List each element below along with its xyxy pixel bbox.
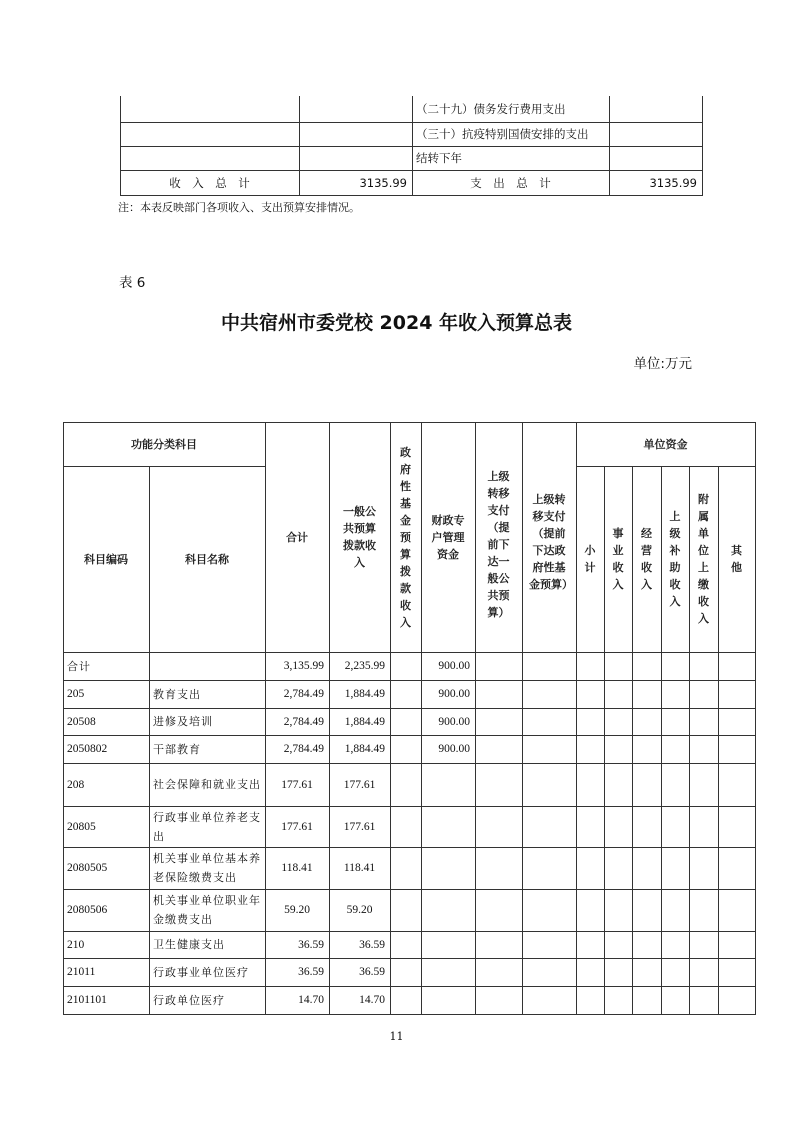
name-cell: 干部教育 [153, 742, 201, 756]
expense-item-cell: （二十九）债务发行费用支出 [416, 102, 566, 116]
page-title: 中共宿州市委党校 2024 年收入预算总表 [220, 312, 573, 334]
total-cell: 59.20 [284, 904, 310, 916]
income-total-value: 3135.99 [359, 175, 407, 190]
fiscal-account-cell: 900.00 [438, 715, 470, 728]
code-cell: 2080506 [67, 904, 108, 916]
name-cell: 进修及培训 [153, 715, 213, 728]
table-border [755, 422, 756, 1015]
expense-value-cell [609, 122, 702, 146]
fiscal-account-cell: 900.00 [438, 660, 470, 672]
income-item-cell [120, 122, 299, 146]
total-cell: 177.61 [281, 778, 313, 791]
code-cell: 20508 [67, 715, 96, 728]
header-business-income: 事业收入 [612, 527, 624, 591]
unit-label: 单位:万元 [633, 356, 692, 372]
fiscal-account-cell: 900.00 [438, 743, 470, 755]
name-cell: 机关事业单位职业年金缴费支出 [153, 894, 261, 926]
expense-total-label: 支 出 总 计 [470, 175, 551, 190]
code-cell: 20805 [67, 820, 96, 833]
name-cell: 行政事业单位医疗 [153, 965, 249, 979]
income-total-label: 收 入 总 计 [169, 175, 250, 190]
header-transfer-general: 上级转移支付（提前下达一般公共预算） [487, 469, 510, 619]
name-cell: 卫生健康支出 [153, 938, 225, 951]
gov-fund-cell [390, 889, 421, 931]
name-cell: 行政单位医疗 [153, 993, 225, 1007]
general-budget-cell: 36.59 [359, 938, 385, 951]
name-cell: 社会保障和就业支出 [153, 778, 261, 791]
header-code: 科目编码 [84, 552, 128, 566]
name-cell: 教育支出 [153, 687, 201, 701]
gov-fund-cell [390, 847, 421, 889]
header-general-budget: 一般公共预算拨款收入 [343, 505, 376, 569]
total-cell: 2,784.49 [283, 743, 324, 755]
header-transfer-fund: 上级转移支付（提前下达政府性基金预算） [529, 493, 573, 591]
header-total: 合计 [286, 530, 308, 544]
expense-item-cell: （三十）抗疫特别国债安排的支出 [416, 127, 589, 141]
fiscal-account-cell [421, 806, 475, 847]
code-cell: 210 [67, 938, 85, 951]
income-value-cell [299, 96, 412, 122]
table-border [63, 1014, 756, 1015]
fiscal-account-cell [421, 889, 475, 931]
header-fiscal-account: 财政专户管理资金 [431, 513, 465, 561]
general-budget-cell: 36.59 [359, 966, 385, 978]
gov-fund-cell [390, 652, 421, 680]
code-cell: 合计 [67, 659, 91, 673]
header-other: 其他 [731, 544, 742, 574]
code-cell: 2080505 [67, 862, 108, 874]
expense-value-cell [609, 146, 702, 170]
total-cell: 118.41 [281, 862, 313, 874]
code-cell: 2050802 [67, 743, 108, 755]
header-gov-fund: 政府性基金预算拨款收入 [400, 445, 411, 629]
gov-fund-cell [390, 931, 421, 958]
gov-fund-cell [390, 763, 421, 806]
general-budget-cell: 1,884.49 [344, 688, 385, 700]
general-budget-cell: 177.61 [343, 820, 376, 833]
income-value-cell [299, 122, 412, 146]
gov-fund-cell [390, 986, 421, 1014]
income-item-cell [120, 146, 299, 170]
code-cell: 205 [67, 688, 85, 700]
code-cell: 21011 [67, 966, 96, 978]
header-subtotal: 小计 [584, 544, 596, 574]
header-unit-funds: 单位资金 [643, 437, 688, 451]
income-item-cell [120, 96, 299, 122]
total-cell: 3,135.99 [283, 660, 324, 672]
gov-fund-cell [390, 735, 421, 763]
general-budget-cell: 1,884.49 [344, 715, 385, 728]
header-name: 科目名称 [185, 552, 229, 566]
gov-fund-cell [390, 708, 421, 735]
name-cell: 机关事业单位基本养老保险缴费支出 [153, 852, 261, 884]
total-cell: 177.61 [281, 820, 313, 833]
general-budget-cell: 14.70 [359, 994, 385, 1006]
general-budget-cell: 118.41 [343, 862, 376, 874]
total-cell: 14.70 [298, 994, 324, 1006]
expense-total-value: 3135.99 [649, 175, 697, 190]
page-number: 11 [389, 1030, 404, 1043]
fiscal-account-cell [421, 986, 475, 1014]
table-note: 注：本表反映部门各项收入、支出预算安排情况。 [118, 201, 360, 214]
fiscal-account-cell [421, 847, 475, 889]
name-cell: 行政事业单位养老支出 [153, 810, 261, 843]
fiscal-account-cell [421, 931, 475, 958]
code-cell: 2101101 [67, 994, 107, 1006]
name-cell [149, 652, 265, 680]
header-affiliated-income: 附属单位上缴收入 [698, 493, 709, 625]
total-cell: 2,784.49 [283, 715, 324, 728]
general-budget-cell: 177.61 [343, 778, 376, 791]
table-border [120, 195, 703, 196]
gov-fund-cell [390, 680, 421, 708]
code-cell: 208 [67, 778, 85, 791]
gov-fund-cell [390, 958, 421, 986]
expense-item-cell: 结转下年 [416, 151, 462, 165]
general-budget-cell: 2,235.99 [344, 660, 385, 672]
income-value-cell [299, 146, 412, 170]
fiscal-account-cell: 900.00 [438, 688, 470, 700]
table-label: 表 6 [119, 275, 146, 291]
fiscal-account-cell [421, 763, 475, 806]
header-superior-subsidy: 上级补助收入 [669, 510, 681, 608]
expense-value-cell [609, 96, 702, 122]
general-budget-cell: 1,884.49 [344, 743, 385, 755]
header-operating-income: 经营收入 [641, 527, 652, 591]
fiscal-account-cell [421, 958, 475, 986]
total-cell: 36.59 [298, 938, 324, 951]
total-cell: 2,784.49 [283, 688, 324, 700]
gov-fund-cell [390, 806, 421, 847]
general-budget-cell: 59.20 [346, 904, 373, 916]
total-cell: 36.59 [298, 966, 324, 978]
header-func-class: 功能分类科目 [131, 437, 197, 451]
